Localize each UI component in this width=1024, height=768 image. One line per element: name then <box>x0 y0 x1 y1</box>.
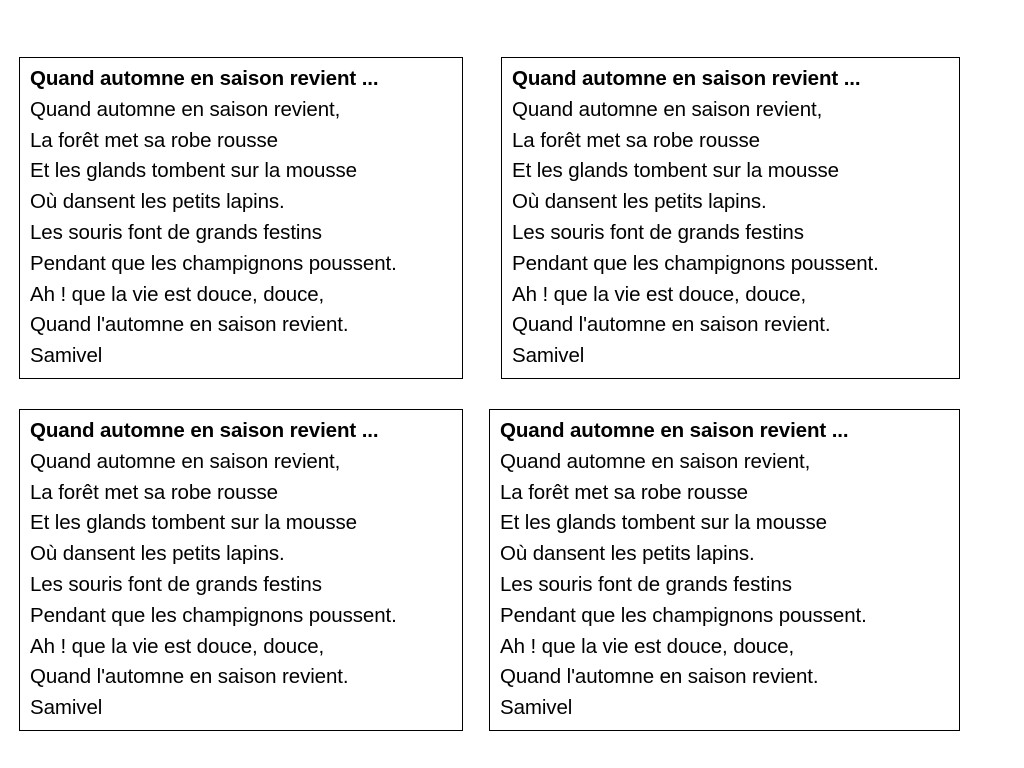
poem-line: Les souris font de grands festins <box>500 572 792 596</box>
poem-line: Les souris font de grands festins <box>30 220 322 244</box>
poem-line: Quand l'automne en saison revient. <box>30 313 349 337</box>
poem-line: Ah ! que la vie est douce, douce, <box>30 282 325 306</box>
poem-line: Où dansent les petits lapins. <box>30 190 285 214</box>
poem-line: Où dansent les petits lapins. <box>512 190 767 214</box>
poem-line: Ah ! que la vie est douce, douce, <box>30 634 325 658</box>
poem-title: Quand automne en saison revient ... <box>500 419 849 442</box>
poem-author: Samivel <box>512 344 585 368</box>
poem-line: Quand automne en saison revient, <box>512 97 823 121</box>
poem-line: Quand l'automne en saison revient. <box>500 665 819 689</box>
poem-line: Et les glands tombent sur la mousse <box>30 159 357 183</box>
poem-line: Ah ! que la vie est douce, douce, <box>512 282 807 306</box>
poem-line: Pendant que les champignons poussent. <box>512 251 879 275</box>
poem-line: La forêt met sa robe rousse <box>512 128 760 152</box>
poem-line: Quand automne en saison revient, <box>30 449 341 473</box>
poem-title: Quand automne en saison revient ... <box>512 67 861 90</box>
poem-line: Pendant que les champignons poussent. <box>30 603 397 627</box>
poem-line: La forêt met sa robe rousse <box>30 480 278 504</box>
poem-line: Ah ! que la vie est douce, douce, <box>500 634 795 658</box>
poem-author: Samivel <box>30 696 103 720</box>
poem-card-3 <box>19 409 463 731</box>
poem-title: Quand automne en saison revient ... <box>30 419 379 442</box>
poem-author: Samivel <box>30 344 103 368</box>
poem-line: Les souris font de grands festins <box>512 220 804 244</box>
poem-line: Quand automne en saison revient, <box>30 97 341 121</box>
poem-line: Et les glands tombent sur la mousse <box>30 511 357 535</box>
poem-line: Et les glands tombent sur la mousse <box>512 159 839 183</box>
poem-line: Quand automne en saison revient, <box>500 449 811 473</box>
poem-card-1 <box>19 57 463 379</box>
poem-line: Pendant que les champignons poussent. <box>500 603 867 627</box>
poem-line: Quand l'automne en saison revient. <box>512 313 831 337</box>
poem-line: La forêt met sa robe rousse <box>30 128 278 152</box>
poem-card-4 <box>489 409 960 731</box>
poem-line: Où dansent les petits lapins. <box>30 542 285 566</box>
poem-line: Les souris font de grands festins <box>30 572 322 596</box>
poem-line: Et les glands tombent sur la mousse <box>500 511 827 535</box>
poem-line: Où dansent les petits lapins. <box>500 542 755 566</box>
poem-line: Pendant que les champignons poussent. <box>30 251 397 275</box>
poem-card-2 <box>501 57 960 379</box>
poem-title: Quand automne en saison revient ... <box>30 67 379 90</box>
poem-line: La forêt met sa robe rousse <box>500 480 748 504</box>
poem-line: Quand l'automne en saison revient. <box>30 665 349 689</box>
poem-author: Samivel <box>500 696 573 720</box>
